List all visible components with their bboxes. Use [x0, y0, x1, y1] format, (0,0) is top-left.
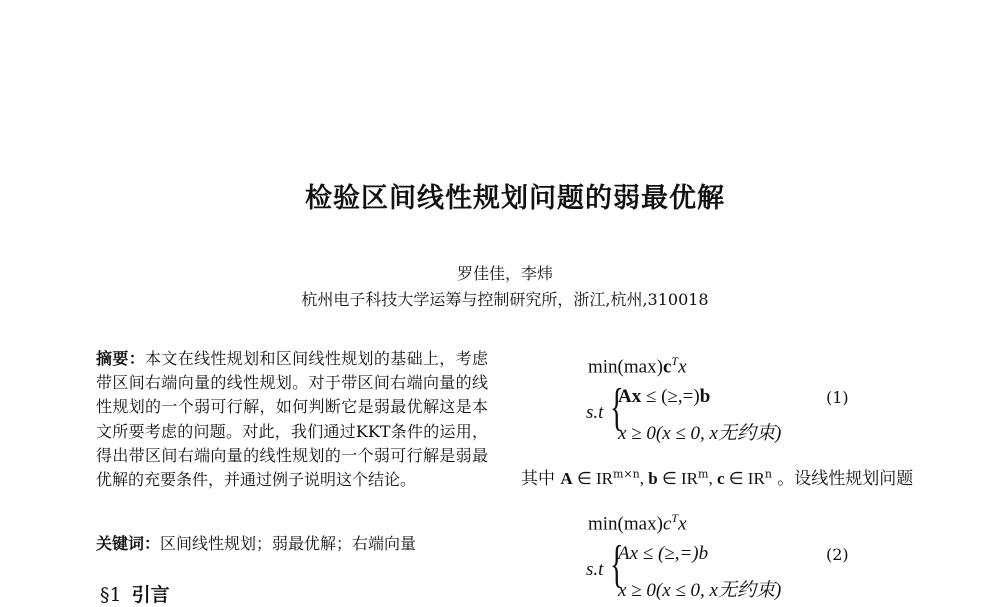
equation-1-st: s.t: [586, 402, 604, 423]
equation-2-number: (2): [826, 545, 849, 564]
where-line: 其中 A ∈ $IR^{m\times n}$, b ∈ $IR^m$, c ∈ $IR^n$ 。设线性规划问题: [521, 467, 914, 489]
equation-1-constraint-1: Ax ≤ (≥,=)b: [618, 386, 711, 407]
equation-2-constraint-1: Ax ≤ (≥,=)b: [618, 543, 709, 564]
keywords-text: 区间线性规划；弱最优解；右端向量: [160, 534, 417, 553]
paper-title: 检验区间线性规划问题的弱最优解: [305, 183, 725, 214]
section-number: §1: [100, 584, 122, 606]
equation-2-st: s.t: [586, 559, 604, 580]
authors: 罗佳佳，李炜: [456, 264, 553, 283]
equation-2-objective: $\min(\max)c^Tx$: [588, 511, 687, 535]
equation-2-brace: {: [610, 536, 624, 593]
equation-2-constraint-2: x ≥ 0(x ≤ 0, x无约束): [618, 580, 782, 601]
abstract-text: 本文在线性规划和区间线性规划的基础上，考虑带区间右端向量的线性规划。对于带区间右端向量的线性规划的一个弱可行解，如何判断它是弱最优解这是本文所要考虑的问题。对此，我们通过KKT条件的运用，得出带区间右端向量的线性规划的一个弱可行解是弱最优解的充要条件，并通过例子说明这个结论。: [96, 349, 488, 490]
equation-1: [588, 350, 888, 446]
keywords: [96, 531, 496, 554]
section-title: 引言: [131, 584, 170, 606]
abstract-label: 摘要：: [96, 349, 146, 368]
equation-1-constraint-2: x ≥ 0(x ≤ 0, x无约束): [618, 423, 782, 444]
affiliation: 杭州电子科技大学运筹与控制研究所，浙江,杭州,310018: [301, 290, 709, 309]
abstract: [96, 347, 488, 492]
equation-1-objective: $\min(\max)c^Tx$: [588, 354, 687, 378]
equation-1-brace: {: [610, 379, 624, 436]
equation-2: [588, 507, 888, 603]
keywords-label: 关键词：: [96, 534, 161, 553]
section-heading: [100, 580, 170, 607]
equation-1-number: (1): [826, 388, 849, 407]
